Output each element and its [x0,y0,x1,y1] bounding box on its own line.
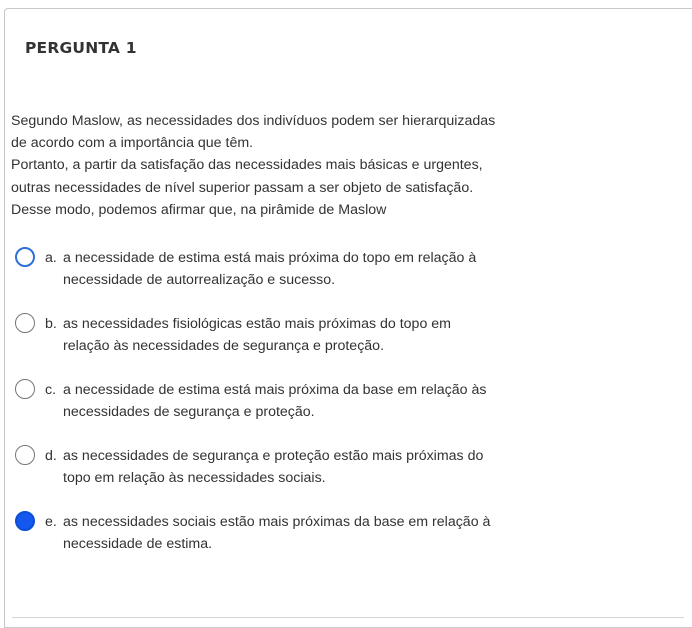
option-text-line: as necessidades de segurança e proteção estão mais próximas do [63,448,484,464]
option-letter: a. [45,250,57,266]
question-text-line: Segundo Maslow, as necessidades dos indivíduos podem ser hierarquizadas [11,113,496,129]
option-text-line: a necessidade de estima está mais próxima do topo em relação à [63,250,477,266]
option-text-line: as necessidades fisiológicas estão mais próximas do topo em [63,316,451,332]
option-text-line: as necessidades sociais estão mais próximas da base em relação à [63,514,491,530]
radio-button-d[interactable] [15,445,35,465]
radio-button-e[interactable] [15,511,35,531]
option-text [63,511,523,556]
question-text-line: de acordo com a importância que têm. [11,135,254,152]
option-text-line: a necessidade de estima está mais próxima da base em relação às [63,382,487,398]
card-divider [12,617,684,618]
option-letter: c. [45,382,57,398]
option-text-line: necessidade de autorrealização e sucesso. [63,272,336,289]
option-letter: b. [45,316,57,332]
question-text-line: outras necessidades de nível superior passam a ser objeto de satisfação. [11,179,474,196]
option-letter: d. [45,448,57,464]
option-text-line: relação às necessidades de segurança e proteção. [63,338,385,355]
option-text [63,445,523,490]
radio-button-c[interactable] [15,379,35,399]
option-text-line: necessidades de segurança e proteção. [63,404,315,421]
option-text [63,313,523,358]
option-letter: e. [45,514,57,530]
option-text [63,379,523,424]
question-text [11,110,523,221]
radio-button-b[interactable] [15,313,35,333]
question-title: PERGUNTA 1 [25,39,137,57]
question-text-line: Desse modo, podemos afirmar que, na pirâmide de Maslow [11,201,387,218]
option-text-line: necessidade de estima. [63,536,213,553]
option-text [63,247,523,292]
radio-button-a[interactable] [15,247,35,267]
question-text-line: Portanto, a partir da satisfação das necessidades mais básicas e urgentes, [11,157,483,174]
option-text-line: topo em relação às necessidades sociais. [63,470,326,487]
